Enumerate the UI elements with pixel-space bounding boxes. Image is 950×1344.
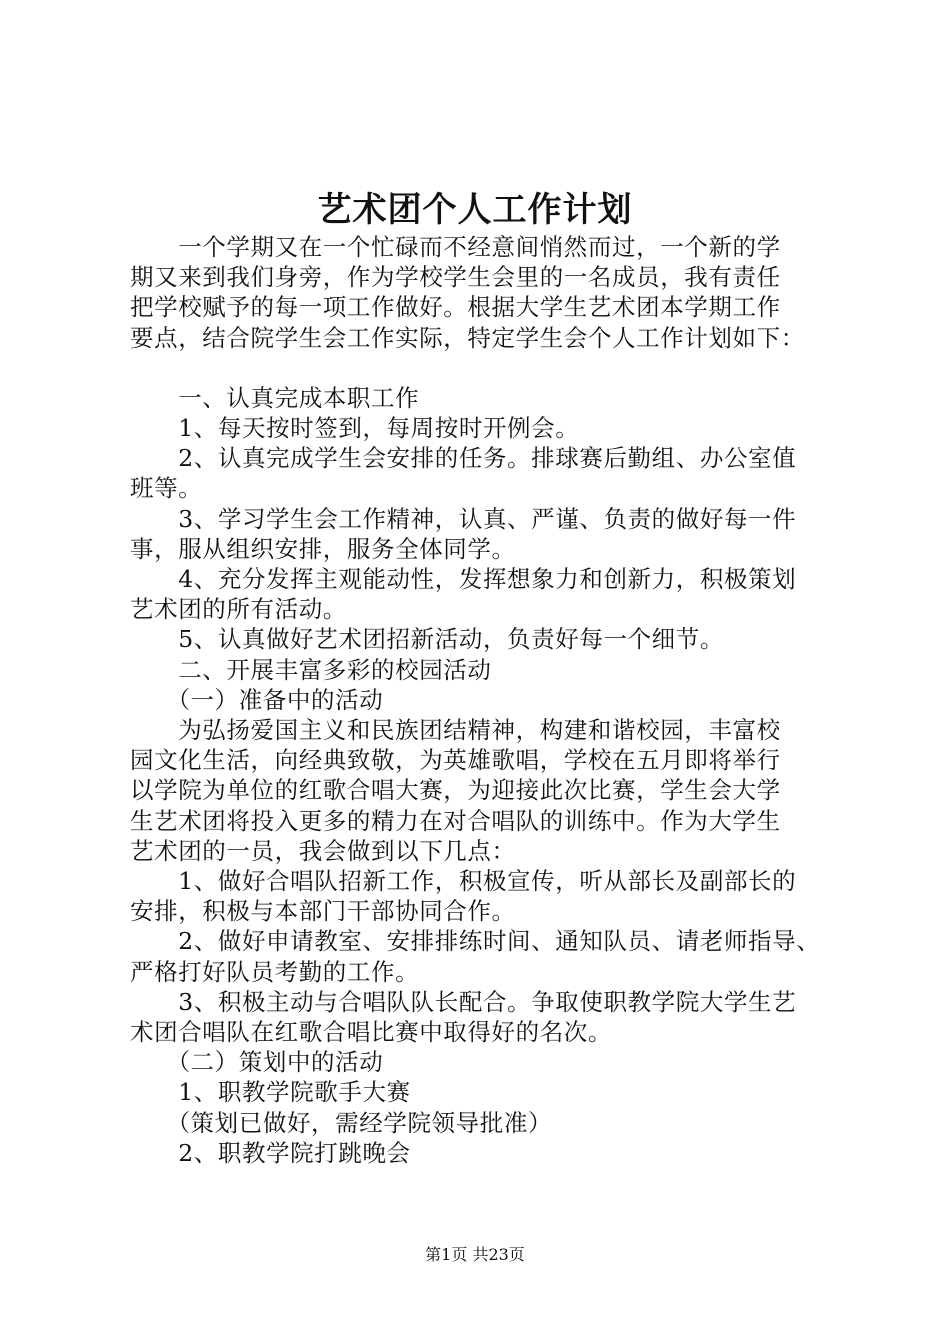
- page-number-footer: 第1页 共23页: [425, 1245, 525, 1264]
- body-line: 严格打好队员考勤的工作。: [130, 957, 420, 986]
- body-line: 艺术团的所有活动。: [130, 595, 347, 624]
- body-line: 艺术团的一员，我会做到以下几点：: [130, 836, 516, 865]
- body-line: 安排，积极与本部门干部协同合作。: [130, 897, 516, 926]
- section-heading: 一、认真完成本职工作: [130, 383, 420, 412]
- body-line: 班等。: [130, 474, 203, 503]
- body-line: 事，服从组织安排，服务全体同学。: [130, 534, 516, 563]
- body-line: 要点，结合院学生会工作实际，特定学生会个人工作计划如下：: [130, 323, 805, 352]
- body-line: 1、每天按时签到，每周按时开例会。: [130, 414, 580, 443]
- body-line: 1、职教学院歌手大赛: [130, 1078, 411, 1107]
- section-heading: 二、开展丰富多彩的校园活动: [130, 655, 492, 684]
- body-line: （策划已做好，需经学院领导批准）: [130, 1108, 553, 1137]
- body-line: 3、学习学生会工作精神，认真、严谨、负责的做好每一件: [130, 504, 797, 533]
- body-line: 3、积极主动与合唱队队长配合。争取使职教学院大学生艺: [130, 987, 797, 1016]
- body-line: 2、认真完成学生会安排的任务。排球赛后勤组、办公室值: [130, 444, 797, 473]
- body-line: 2、做好申请教室、安排排练时间、通知队员、请老师指导、: [130, 927, 821, 956]
- document-body: [130, 232, 842, 1168]
- document-title: 艺术团个人工作计划: [317, 190, 633, 230]
- body-line: 一个学期又在一个忙碌而不经意间悄然而过，一个新的学: [130, 233, 781, 261]
- body-line: 把学校赋予的每一项工作做好。根据大学生艺术团本学期工作: [130, 293, 781, 322]
- body-line: 为弘扬爱国主义和民族团结精神，构建和谐校园，丰富校: [130, 716, 781, 745]
- body-line: 术团合唱队在红歌合唱比赛中取得好的名次。: [130, 1018, 612, 1047]
- body-line: 4、充分发挥主观能动性，发挥想象力和创新力，积极策划: [130, 565, 797, 594]
- body-line: 2、职教学院打跳晚会: [130, 1138, 411, 1167]
- body-line: 生艺术团将投入更多的精力在对合唱队的训练中。作为大学生: [130, 806, 781, 835]
- subsection-heading: （二）策划中的活动: [130, 1048, 384, 1077]
- body-line: 期又来到我们身旁，作为学校学生会里的一名成员，我有责任: [130, 263, 781, 292]
- subsection-heading: （一）准备中的活动: [130, 685, 384, 714]
- body-line: 1、做好合唱队招新工作，积极宣传，听从部长及副部长的: [130, 867, 797, 896]
- body-line: 园文化生活，向经典致敬，为英雄歌唱，学校在五月即将举行: [130, 746, 781, 775]
- body-line: 5、认真做好艺术团招新活动，负责好每一个细节。: [130, 625, 724, 654]
- body-line: 以学院为单位的红歌合唱大赛，为迎接此次比赛，学生会大学: [130, 776, 781, 805]
